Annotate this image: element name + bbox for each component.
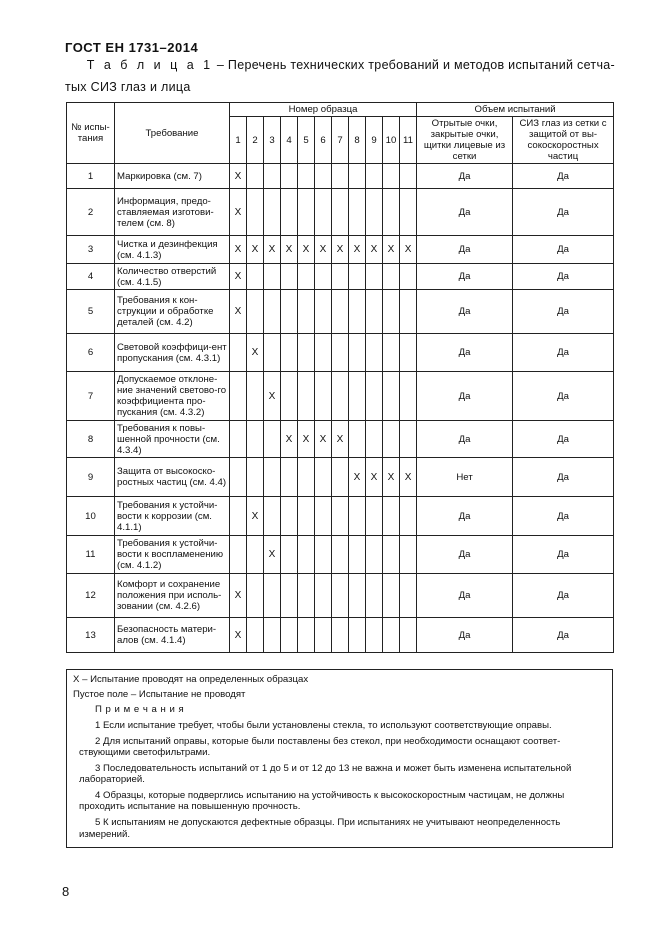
sample-mark (349, 497, 366, 536)
test-number: 2 (67, 189, 115, 236)
sample-mark (247, 290, 264, 334)
sample-mark (332, 536, 349, 574)
sample-mark (298, 618, 315, 653)
scope-high-speed: Да (513, 497, 614, 536)
sample-mark (332, 334, 349, 372)
sample-mark (247, 458, 264, 497)
sample-mark (383, 497, 400, 536)
requirement-text: Требования к устойчи-вости к коррозии (см. 4.1.1) (115, 497, 230, 536)
sample-mark (264, 618, 281, 653)
note-4a: 4 Образцы, которые подверглись испытанию на устойчивость к высокоскоростным частицам, не должны (95, 790, 565, 801)
col-header-no: № испы-тания (67, 103, 115, 164)
test-number: 11 (67, 536, 115, 574)
sample-mark (247, 574, 264, 618)
sample-mark (383, 264, 400, 290)
sample-mark: X (298, 236, 315, 264)
sample-mark (315, 290, 332, 334)
sample-mark (349, 618, 366, 653)
sample-mark (298, 497, 315, 536)
table-row (67, 236, 614, 264)
test-number: 9 (67, 458, 115, 497)
sample-mark (366, 264, 383, 290)
table-row (67, 189, 614, 236)
sample-mark (366, 290, 383, 334)
sample-mark: X (383, 458, 400, 497)
sample-mark (247, 536, 264, 574)
requirement-text: Защита от высокоско-ростных частиц (см. 4.4) (115, 458, 230, 497)
sample-mark: X (400, 458, 417, 497)
sample-number-header: 2 (247, 117, 264, 164)
sample-mark (281, 264, 298, 290)
sample-mark (383, 164, 400, 189)
sample-mark (315, 189, 332, 236)
requirement-text: Маркировка (см. 7) (115, 164, 230, 189)
sample-mark (366, 189, 383, 236)
notes-title: П р и м е ч а н и я (95, 704, 185, 715)
scope-open-goggles: Да (417, 236, 513, 264)
sample-number-header: 7 (332, 117, 349, 164)
col-header-scope-a: Отрытые очки, закрытые очки, щитки лицевые из сетки (417, 117, 513, 164)
sample-mark (281, 497, 298, 536)
sample-mark (281, 618, 298, 653)
sample-mark (298, 458, 315, 497)
sample-number-header: 3 (264, 117, 281, 164)
sample-mark (315, 458, 332, 497)
page-number: 8 (62, 884, 70, 899)
table-caption-line2: тых СИЗ глаз и лица (65, 80, 191, 94)
sample-mark: X (230, 264, 247, 290)
sample-mark (400, 189, 417, 236)
sample-mark (332, 497, 349, 536)
sample-mark (281, 290, 298, 334)
sample-mark (281, 372, 298, 421)
caption-rest: – Перечень технических требований и методов испытаний сетча- (213, 58, 615, 72)
sample-mark (349, 164, 366, 189)
table-row (67, 334, 614, 372)
sample-mark (383, 421, 400, 458)
sample-mark (400, 264, 417, 290)
test-number: 4 (67, 264, 115, 290)
scope-open-goggles: Да (417, 264, 513, 290)
sample-mark (298, 536, 315, 574)
sample-mark (332, 618, 349, 653)
sample-mark (366, 497, 383, 536)
sample-mark (400, 334, 417, 372)
sample-mark: X (349, 458, 366, 497)
sample-mark (281, 334, 298, 372)
test-number: 5 (67, 290, 115, 334)
sample-mark (298, 372, 315, 421)
sample-mark (383, 536, 400, 574)
sample-mark (366, 334, 383, 372)
test-number: 3 (67, 236, 115, 264)
sample-mark (349, 574, 366, 618)
requirement-text: Чистка и дезинфекция (см. 4.1.3) (115, 236, 230, 264)
sample-mark (281, 164, 298, 189)
note-3a: 3 Последовательность испытаний от 1 до 5 и от 12 до 13 не важна и может быть изменена испытательной (95, 763, 572, 774)
requirement-text: Информация, предо-ставляемая изготови-телем (см. 8) (115, 189, 230, 236)
table-row (67, 264, 614, 290)
sample-number-header: 9 (366, 117, 383, 164)
table-row (67, 164, 614, 189)
sample-mark: X (230, 574, 247, 618)
sample-mark: X (247, 236, 264, 264)
sample-mark (332, 574, 349, 618)
sample-mark (315, 497, 332, 536)
sample-mark (332, 458, 349, 497)
sample-mark (298, 189, 315, 236)
test-number: 10 (67, 497, 115, 536)
sample-mark (383, 574, 400, 618)
sample-number-header: 4 (281, 117, 298, 164)
sample-mark (383, 334, 400, 372)
sample-mark (247, 421, 264, 458)
scope-open-goggles: Да (417, 497, 513, 536)
requirement-text: Требования к устойчи-вости к воспламенению (см. 4.1.2) (115, 536, 230, 574)
caption-lead: Т а б л и ц а 1 (86, 58, 214, 72)
sample-mark (247, 164, 264, 189)
scope-high-speed: Да (513, 458, 614, 497)
sample-mark (349, 536, 366, 574)
note-5b: измерений. (79, 829, 131, 840)
sample-mark (400, 497, 417, 536)
sample-mark (332, 372, 349, 421)
scope-high-speed: Да (513, 421, 614, 458)
scope-open-goggles: Нет (417, 458, 513, 497)
sample-number-header: 10 (383, 117, 400, 164)
table-caption (65, 58, 615, 72)
sample-mark: X (264, 372, 281, 421)
sample-mark (230, 334, 247, 372)
sample-mark (281, 574, 298, 618)
sample-mark (230, 458, 247, 497)
sample-mark: X (230, 236, 247, 264)
scope-open-goggles: Да (417, 536, 513, 574)
legend-empty: Пустое поле – Испытание не проводят (73, 689, 246, 700)
sample-mark: X (298, 421, 315, 458)
note-1: 1 Если испытание требует, чтобы были установлены стекла, то используют соответствующие оправы. (95, 720, 552, 731)
sample-mark (349, 421, 366, 458)
sample-mark: X (264, 536, 281, 574)
scope-high-speed: Да (513, 264, 614, 290)
sample-mark (315, 574, 332, 618)
sample-mark (366, 372, 383, 421)
sample-mark (400, 574, 417, 618)
sample-mark (383, 189, 400, 236)
requirement-text: Безопасность матери-алов (см. 4.1.4) (115, 618, 230, 653)
table-row (67, 536, 614, 574)
sample-number-header: 8 (349, 117, 366, 164)
sample-mark: X (230, 189, 247, 236)
sample-mark (315, 372, 332, 421)
scope-open-goggles: Да (417, 164, 513, 189)
requirement-text: Комфорт и сохранение положения при исполь-зовании (см. 4.2.6) (115, 574, 230, 618)
notes-block (66, 669, 613, 848)
sample-mark: X (400, 236, 417, 264)
sample-mark (366, 164, 383, 189)
requirement-text: Количество отверстий (см. 4.1.5) (115, 264, 230, 290)
standard-title: ГОСТ EH 1731–2014 (65, 40, 199, 55)
sample-mark (400, 618, 417, 653)
sample-mark (366, 574, 383, 618)
sample-mark (332, 189, 349, 236)
table-row (67, 574, 614, 618)
sample-mark (383, 372, 400, 421)
sample-mark (383, 290, 400, 334)
sample-mark (298, 264, 315, 290)
sample-mark (264, 334, 281, 372)
table-row (67, 372, 614, 421)
sample-mark (264, 574, 281, 618)
legend-x: Х – Испытание проводят на определенных образцах (73, 674, 309, 685)
test-number: 1 (67, 164, 115, 189)
sample-mark: X (230, 164, 247, 189)
sample-mark: X (315, 236, 332, 264)
table-row (67, 618, 614, 653)
sample-mark (332, 164, 349, 189)
test-number: 6 (67, 334, 115, 372)
note-2b: ствующими светофильтрами. (79, 747, 211, 758)
sample-mark: X (383, 236, 400, 264)
test-number: 8 (67, 421, 115, 458)
test-number: 7 (67, 372, 115, 421)
sample-mark (264, 189, 281, 236)
sample-mark (298, 290, 315, 334)
sample-mark (332, 264, 349, 290)
table-row (67, 421, 614, 458)
requirement-text: Допускаемое отклоне-ние значений светово-го коэффициента про-пускания (см. 4.3.2) (115, 372, 230, 421)
sample-mark (281, 458, 298, 497)
requirements-table (66, 102, 614, 653)
sample-number-header: 5 (298, 117, 315, 164)
sample-mark (281, 189, 298, 236)
sample-mark (400, 536, 417, 574)
sample-mark (349, 264, 366, 290)
note-3b: лабораторией. (79, 774, 145, 785)
sample-number-header: 6 (315, 117, 332, 164)
sample-mark: X (230, 618, 247, 653)
requirement-text: Световой коэффици-ент пропускания (см. 4.3.1) (115, 334, 230, 372)
note-5a: 5 К испытаниям не допускаются дефектные образцы. При испытаниях не учитывают неопределенность (95, 817, 561, 828)
sample-mark: X (281, 236, 298, 264)
scope-high-speed: Да (513, 618, 614, 653)
scope-high-speed: Да (513, 334, 614, 372)
sample-mark (349, 372, 366, 421)
sample-mark (315, 264, 332, 290)
scope-open-goggles: Да (417, 189, 513, 236)
sample-mark (349, 334, 366, 372)
sample-mark (247, 189, 264, 236)
sample-mark: X (332, 236, 349, 264)
sample-mark (315, 618, 332, 653)
requirement-text: Требования к повы-шенной прочности (см. 4.3.4) (115, 421, 230, 458)
test-number: 12 (67, 574, 115, 618)
sample-mark (366, 536, 383, 574)
sample-mark: X (366, 236, 383, 264)
sample-number-header: 1 (230, 117, 247, 164)
sample-mark (400, 421, 417, 458)
sample-mark (247, 372, 264, 421)
sample-mark (315, 164, 332, 189)
sample-mark (247, 264, 264, 290)
table-row (67, 458, 614, 497)
sample-mark (366, 421, 383, 458)
sample-mark (383, 618, 400, 653)
scope-high-speed: Да (513, 536, 614, 574)
sample-mark (315, 536, 332, 574)
scope-open-goggles: Да (417, 421, 513, 458)
scope-open-goggles: Да (417, 574, 513, 618)
requirement-text: Требования к кон-струкции и обработке деталей (см. 4.2) (115, 290, 230, 334)
sample-mark: X (247, 334, 264, 372)
sample-mark (264, 290, 281, 334)
sample-mark (298, 164, 315, 189)
sample-mark: X (247, 497, 264, 536)
sample-mark: X (315, 421, 332, 458)
sample-mark (349, 290, 366, 334)
sample-mark (298, 334, 315, 372)
sample-mark: X (366, 458, 383, 497)
scope-high-speed: Да (513, 574, 614, 618)
test-number: 13 (67, 618, 115, 653)
scope-open-goggles: Да (417, 290, 513, 334)
sample-mark (281, 536, 298, 574)
table-row (67, 290, 614, 334)
sample-mark (400, 372, 417, 421)
scope-high-speed: Да (513, 236, 614, 264)
sample-mark: X (332, 421, 349, 458)
col-header-samples: Номер образца (230, 103, 417, 117)
note-2a: 2 Для испытаний оправы, которые были поставлены без стекол, при необходимости оснащают соответ- (95, 736, 561, 747)
sample-mark (264, 264, 281, 290)
sample-mark (230, 421, 247, 458)
sample-mark (264, 164, 281, 189)
scope-open-goggles: Да (417, 334, 513, 372)
sample-mark (400, 164, 417, 189)
col-header-requirement: Требование (115, 103, 230, 164)
sample-mark: X (230, 290, 247, 334)
sample-mark (366, 618, 383, 653)
col-header-scope-b: СИЗ глаз из сетки с защитой от вы-сокоскоростных частиц (513, 117, 614, 164)
sample-mark (247, 618, 264, 653)
sample-mark (264, 421, 281, 458)
scope-open-goggles: Да (417, 618, 513, 653)
sample-mark: X (281, 421, 298, 458)
sample-mark (264, 497, 281, 536)
note-4b: проходить испытание на повышенную прочность. (79, 801, 301, 812)
sample-mark (332, 290, 349, 334)
sample-mark: X (349, 236, 366, 264)
table-row (67, 497, 614, 536)
scope-high-speed: Да (513, 189, 614, 236)
sample-mark (298, 574, 315, 618)
sample-mark (264, 458, 281, 497)
sample-mark (230, 372, 247, 421)
sample-mark (315, 334, 332, 372)
sample-mark (230, 497, 247, 536)
scope-high-speed: Да (513, 290, 614, 334)
col-header-scope: Объем испытаний (417, 103, 614, 117)
sample-number-header: 11 (400, 117, 417, 164)
sample-mark (400, 290, 417, 334)
scope-high-speed: Да (513, 164, 614, 189)
sample-mark: X (264, 236, 281, 264)
sample-mark (230, 536, 247, 574)
scope-high-speed: Да (513, 372, 614, 421)
sample-mark (349, 189, 366, 236)
scope-open-goggles: Да (417, 372, 513, 421)
